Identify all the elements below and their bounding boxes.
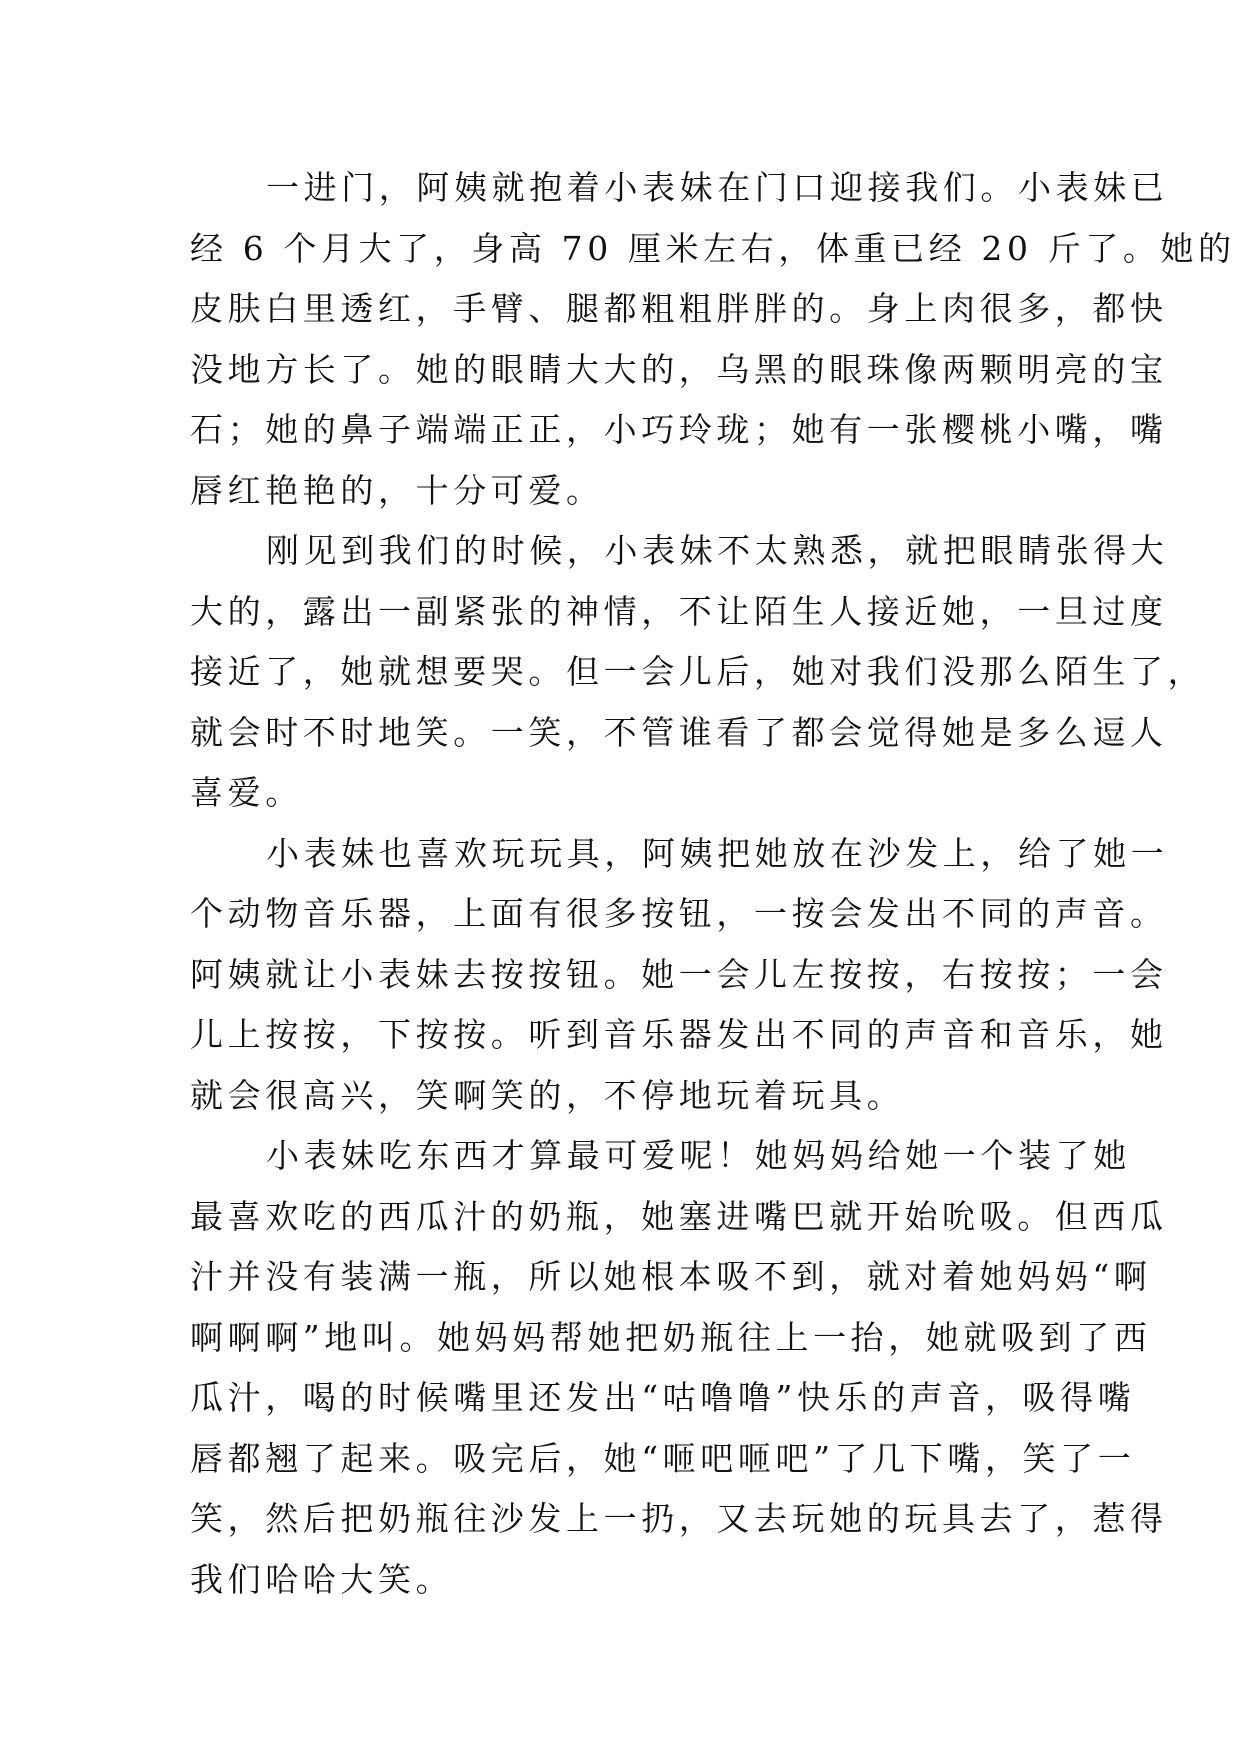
paragraph-2-line-1: 刚见到我们的时候，小表妹不太熟悉，就把眼睛张得大	[266, 531, 1169, 570]
paragraph-4-line-4: 啊啊啊”地叫。她妈妈帮她把奶瓶往上一抬，她就吸到了西	[190, 1317, 1152, 1357]
paragraph-4-line-2: 最喜欢吃的西瓜汁的奶瓶，她塞进嘴巴就开始吮吸。但西瓜	[190, 1196, 1168, 1236]
paragraph-1-line-3: 皮肤白里透红，手臂、腿都粗粗胖胖的。身上肉很多，都快	[190, 289, 1168, 328]
paragraph-3-line-1: 小表妹也喜欢玩玩具，阿姨把她放在沙发上，给了她一	[266, 833, 1169, 873]
paragraph-4-line-6: 唇都翘了起来。吸完后，她“咂吧咂吧”了几下嘴，笑了一	[190, 1438, 1136, 1478]
paragraph-1-line-6: 唇红艳艳的，十分可爱。	[190, 470, 604, 510]
paragraph-4-line-5: 瓜汁，喝的时候嘴里还发出“咕噜噜”快乐的声音，吸得嘴	[190, 1378, 1136, 1417]
paragraph-3-line-5: 就会很高兴，笑啊笑的，不停地玩着玩具。	[190, 1075, 905, 1115]
paragraph-3-line-3: 阿姨就让小表妹去按按钮。她一会儿左按按，右按按；一会	[190, 954, 1168, 994]
paragraph-1-line-1: 一进门，阿姨就抱着小表妹在门口迎接我们。小表妹已	[266, 168, 1169, 207]
paragraph-1-line-5: 石；她的鼻子端端正正，小巧玲珑；她有一张樱桃小嘴，嘴	[190, 410, 1168, 449]
paragraph-4-line-3: 汁并没有装满一瓶，所以她根本吸不到，就对着她妈妈“啊	[190, 1257, 1152, 1296]
paragraph-4-line-7: 笑，然后把奶瓶往沙发上一扔，又去玩她的玩具去了，惹得	[190, 1499, 1168, 1538]
paragraph-2-line-3: 接近了，她就想要哭。但一会儿后，她对我们没那么陌生了，	[190, 652, 1206, 691]
paragraph-1-line-2: 经 6 个月大了，身高 70 厘米左右，体重已经 20 斤了。她的	[190, 228, 1236, 268]
document-body	[190, 158, 1236, 1610]
paragraph-4-line-8: 我们哈哈大笑。	[190, 1559, 454, 1599]
paragraph-2-line-5: 喜爱。	[190, 773, 303, 812]
paragraph-2-line-2: 大的，露出一副紧张的神情，不让陌生人接近她，一旦过度	[190, 591, 1168, 631]
paragraph-4-line-1: 小表妹吃东西才算最可爱呢！她妈妈给她一个装了她	[266, 1136, 1131, 1175]
paragraph-3-line-4: 儿上按按，下按按。听到音乐器发出不同的声音和音乐，她	[190, 1015, 1168, 1054]
paragraph-3-line-2: 个动物音乐器，上面有很多按钮，一按会发出不同的声音。	[190, 894, 1168, 933]
paragraph-2-line-4: 就会时不时地笑。一笑，不管谁看了都会觉得她是多么逗人	[190, 712, 1168, 752]
paragraph-1-line-4: 没地方长了。她的眼睛大大的，乌黑的眼珠像两颗明亮的宝	[190, 349, 1168, 389]
